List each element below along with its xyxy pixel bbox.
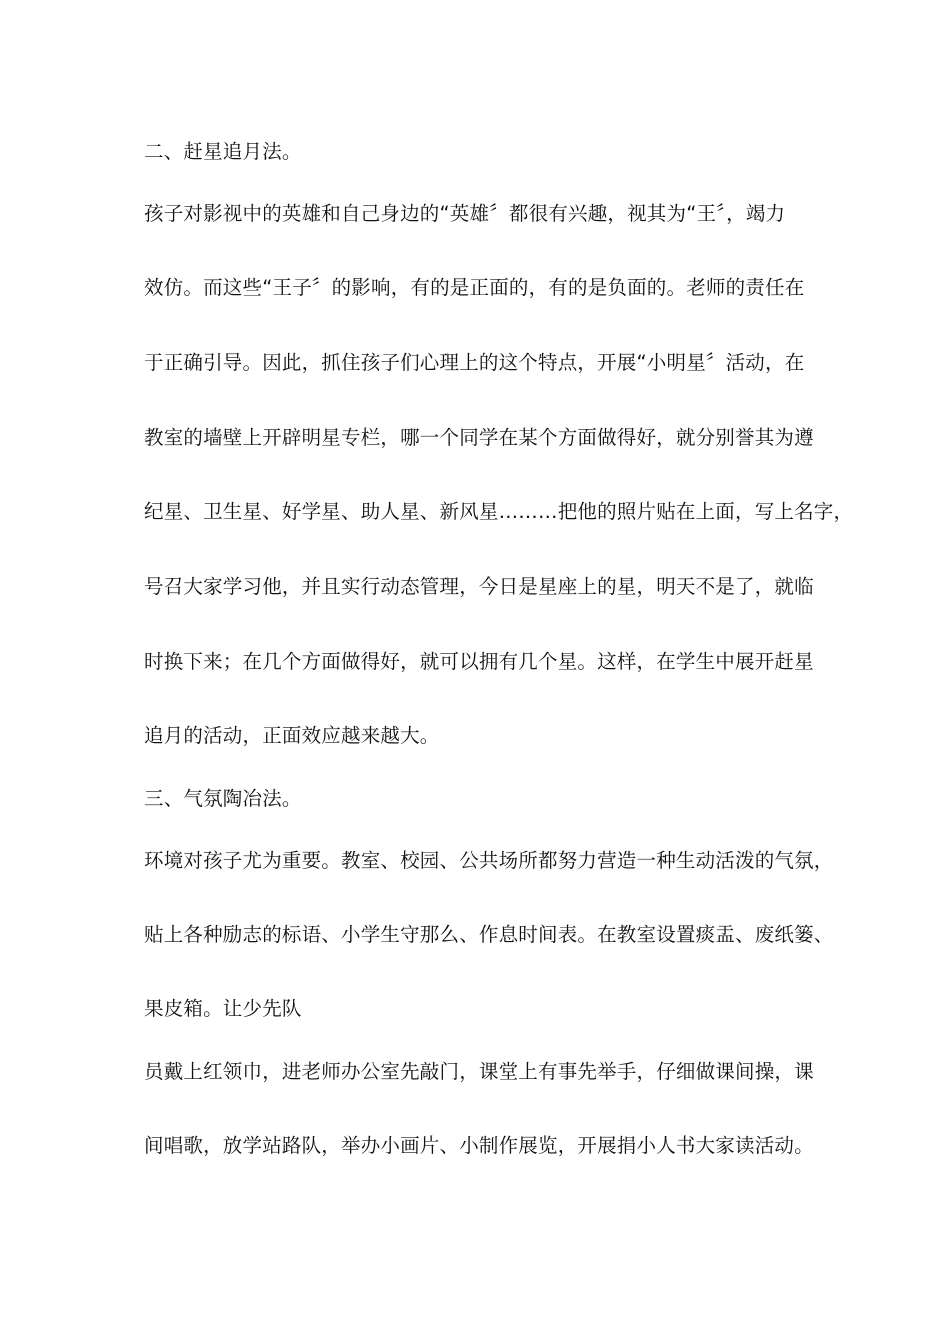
- paragraph-line: 员戴上红领巾，进老师办公室先敲门，课堂上有事先举手，仔细做课间操，课: [144, 1060, 814, 1083]
- paragraph-line: 效仿。而这些“王子〞的影响，有的是正面的，有的是负面的。老师的责任在: [144, 276, 805, 299]
- paragraph-line: 追月的活动，正面效应越来越大。: [144, 724, 440, 747]
- paragraph-line: 孩子对影视中的英雄和自己身边的“英雄〞都很有兴趣，视其为“王〞，竭力: [144, 202, 786, 225]
- paragraph-line: 间唱歌，放学站路队，举办小画片、小制作展览，开展捐小人书大家读活动。: [144, 1134, 814, 1157]
- section-heading-2: 二、赶星追月法。: [144, 140, 302, 163]
- paragraph-line: 环境对孩子尤为重要。教室、校园、公共场所都努力营造一种生动活泼的气氛，: [144, 849, 834, 872]
- paragraph-line: 号召大家学习他，并且实行动态管理，今日是星座上的星，明天不是了，就临: [144, 575, 814, 598]
- paragraph-line: 时换下来；在几个方面做得好，就可以拥有几个星。这样，在学生中展开赶星: [144, 650, 814, 673]
- paragraph-line: 纪星、卫生星、好学星、助人星、新风星………把他的照片贴在上面，写上名字，: [144, 500, 854, 523]
- paragraph-line: 教室的墙壁上开辟明星专栏，哪一个同学在某个方面做得好，就分别誉其为遵: [144, 426, 814, 449]
- paragraph-line: 贴上各种励志的标语、小学生守那么、作息时间表。在教室设置痰盂、废纸篓、: [144, 923, 834, 946]
- paragraph-line: 果皮箱。让少先队: [144, 997, 302, 1020]
- paragraph-line: 于正确引导。因此，抓住孩子们心理上的这个特点，开展“小明星〞活动，在: [144, 351, 805, 374]
- section-heading-3: 三、气氛陶冶法。: [144, 787, 302, 810]
